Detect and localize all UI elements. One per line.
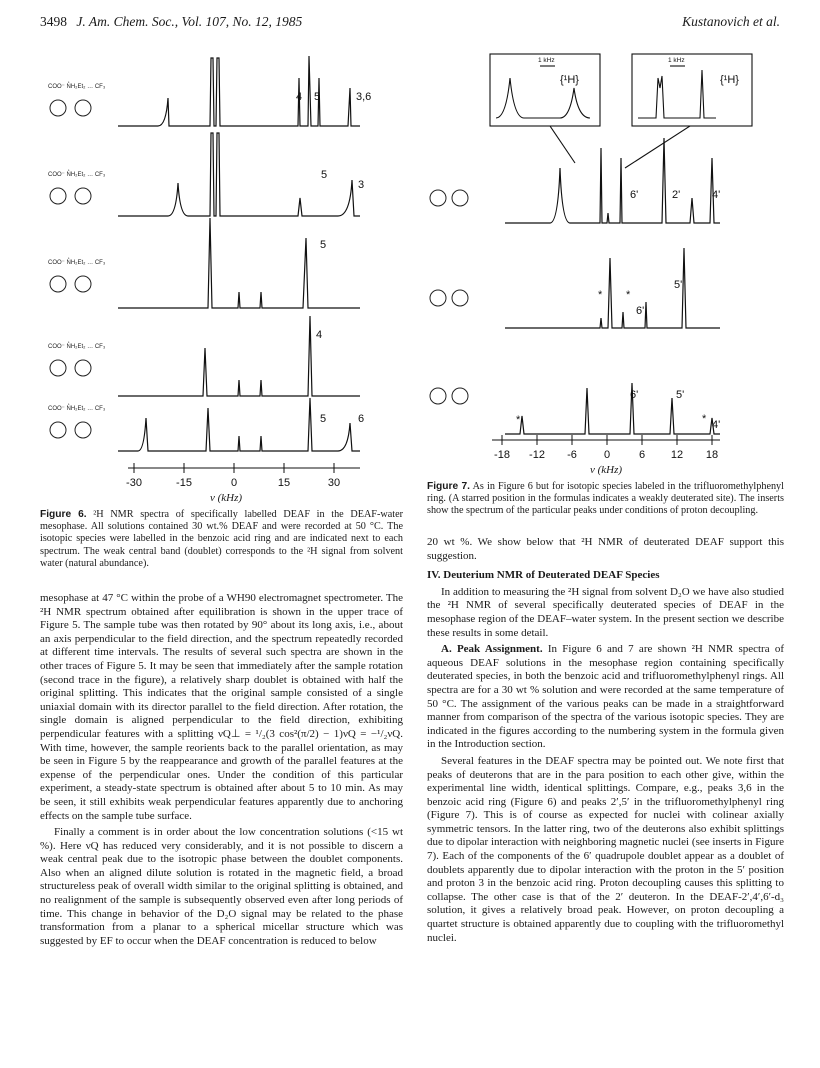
fig6-peak-label: 5 (314, 91, 321, 103)
fig7-tick-label: 6 (638, 449, 646, 461)
fig7-trace-1 (505, 138, 720, 223)
fig7-peak-label: * (702, 413, 707, 425)
fig6-formula-2: COO⁻ N̊H₂Et₂ … CF₃ (48, 172, 106, 178)
fig6-tick-label: -15 (176, 477, 192, 489)
fig7-tick-label: 0 (603, 449, 611, 461)
fig7-peak-label: 2' (672, 189, 681, 201)
fig6-formula-1: COO⁻ N̊H₂Et₂ … CF₃ (48, 84, 106, 90)
fig7-peak-label: 5' (676, 389, 685, 401)
fig7-insert-scale: 1 kHz (538, 57, 555, 64)
subsection-heading: A. Peak Assignment. (441, 643, 543, 656)
fig7-peak-label: 6' (636, 305, 645, 317)
fig7-peak-label: 6' (630, 189, 639, 201)
fig6-peak-label: 4 (316, 329, 323, 341)
running-header (40, 14, 302, 30)
fig7-peak-label: * (598, 289, 603, 301)
fig7-tick-label: 12 (670, 449, 684, 461)
figure-6-caption (40, 509, 403, 570)
page-number: 3498 (40, 14, 67, 29)
fig6-peak-label: 4 (296, 91, 303, 103)
figure-7 (420, 48, 785, 480)
fig7-peak-label: 4' (712, 419, 721, 431)
paragraph: 20 wt %. We show below that ²H NMR of deuterated DEAF support this suggestion. (427, 536, 784, 562)
fig7-insert-tag: {¹H} (560, 74, 579, 86)
fig6-axis (128, 463, 360, 473)
paragraph: In addition to measuring the ²H signal from solvent D₂O we have also studied the ²H NMR of several specifically deuterated species of DEAF in the mesophase region of the DEAF–water system. In the present section we describe these results in some detail. (427, 585, 784, 639)
fig7-peak-label: * (626, 289, 631, 301)
figure-7-caption (427, 481, 784, 518)
fig7-peak-label: 4' (712, 189, 721, 201)
fig7-peak-label: 6' (630, 389, 639, 401)
fig6-trace-4 (118, 316, 360, 396)
fig6-axis-label: ν (kHz) (210, 492, 243, 504)
fig6-formula-3: COO⁻ N̊H₂Et₂ … CF₃ (48, 260, 106, 266)
fig7-trace-3 (505, 383, 720, 434)
paragraph: Finally a comment is in order about the low concentration solutions (<15 wt %). Here νQ has reduced very considerably, and it is not possible to discern a weak central peak due to the isotropic phase between the doublet components. Also when an aligned dilute solution is rotated in the magnetic field, a broad structureless peak of overall width similar to the original splitting is obtained, and no realignment of the sample is subsequently observed even after long periods of time. This change in behavior of the D₂O signal may be related to the phase transformation from a planar to a spherical micellar structure which was suggested by EF to occur when the DEAF concentration is reduced to below (40, 826, 403, 947)
fig6-formula-5: COO⁻ N̊H₂Et₂ … CF₃ (48, 406, 106, 412)
fig6-tick-label: 30 (327, 477, 341, 489)
fig7-tick-label: -12 (529, 449, 545, 461)
authors: Kustanovich et al. (682, 14, 780, 29)
fig6-trace-1 (118, 56, 360, 126)
fig7-caption-text: As in Figure 6 but for isotopic species labeled in the trifluoromethylphenyl ring. (A starred position in the formulas indicates a weakly deuterated site). The inserts show the spectrum of the particular peaks under conditions of proton decoupling. (427, 481, 784, 517)
fig6-peak-label: 5 (320, 413, 327, 425)
fig6-tick-label: 0 (230, 477, 238, 489)
fig6-peak-label: 5 (321, 169, 328, 181)
fig6-caption-label: Figure 6. (40, 509, 87, 520)
fig7-trace-2 (505, 248, 720, 328)
fig7-insert-scale: 1 kHz (668, 57, 685, 64)
paragraph-text: In Figure 6 and 7 are shown ²H NMR spectra of aqueous DEAF solutions in the mesophase region containing specifically deuterated species, in both the benzoic acid and trifluoromethylphenyl rings. All spectra are for a 30 wt % solution and were recorded at the same temperature of 50 °C. The assignment of the various peaks can be made in a straightforward manner from comparison of the spectra of the various isotopic species. They are indicated in the figures according to the numbering system in the formula given in the Introduction section. (427, 643, 785, 751)
right-column (427, 536, 784, 948)
fig7-inserts (490, 54, 752, 168)
section-heading: IV. Deuterium NMR of Deuterated DEAF Species (427, 569, 660, 582)
fig7-peak-label: * (516, 414, 521, 426)
journal-citation: J. Am. Chem. Soc., Vol. 107, No. 12, 1985 (76, 14, 303, 29)
fig7-tick-label: 18 (705, 449, 719, 461)
fig6-peak-label: 6 (358, 413, 365, 425)
fig6-trace-3 (118, 218, 360, 308)
paragraph (427, 643, 784, 752)
fig6-structures (50, 100, 91, 438)
fig7-caption-label: Figure 7. (427, 481, 471, 492)
fig7-peak-label: 5' (674, 279, 683, 291)
fig6-caption-text: ²H NMR spectra of specifically labelled DEAF in the DEAF-water mesophase. All solutions contained 30 wt.% DEAF and were recorded at 50 °C. The isotopic species were labelled in the benzoic acid ring and are indicated next to each spectrum. The weak central band (doublet) corresponds to the ²H signal from solvent water (natural abundance). (40, 509, 403, 569)
figure-6 (38, 48, 403, 500)
fig7-axis (492, 435, 720, 445)
fig6-formula-4: COO⁻ N̊H₂Et₂ … CF₃ (48, 344, 106, 350)
fig6-tick-label: 15 (277, 477, 291, 489)
paragraph: Several features in the DEAF spectra may be pointed out. We note first that peaks of deuterons that are in the para position to each other give, within the experimental line width, identical splittings. Compare, e.g., peaks 3,6 in the benzoic acid ring (Figure 6) and peaks 2′,5′ in the trifluoromethylphenyl ring (Figure 7). This is of course as expected for nuclei with colinear axially symmetric tensors. In the latter ring, two of the deuterons also exhibit splittings due to dipolar interaction with neighboring magnetic nuclei (see inserts in Figure 7). Each of the components of the 6′ quadrupole doublet appear as a doublet of doublets apparently due to dipolar interaction with the proton in the 5′ position and proton 3 in the benzoic acid ring. Proton decoupling causes this splitting to collapse. The other case is that of the 2′ deuteron. In the DEAF-2′,4′,6′-d₃ solution, it gives a relatively broad peak. However, on proton decoupling a quartet structure is obtained apparently due to coupling with the trifluoromethyl nuclei. (427, 754, 784, 944)
fig7-tick-label: -6 (567, 449, 577, 461)
fig6-peak-label: 3 (358, 179, 365, 191)
fig7-tick-label: -18 (494, 449, 510, 461)
paragraph: mesophase at 47 °C within the probe of a WH90 electromagnet spectrometer. The ²H NMR spectrum obtained after equilibration is shown in the upper trace of Figure 5. The sample tube was then rotated by 90° about its long axis, i.e., about an axis perpendicular to the field direction, and the spectrum repeatedly recorded at different time intervals. The results of several such spectra are shown in the other traces of Figure 5. It may be seen that immediately after the sample rotation (second trace in the figure), a relatively sharp doublet is obtained with half the original splitting. This indicates that the original sample consisted of a single uniaxial domain with its director parallel to the field direction. After rotation, the single domain is aligned perpendicular to the field direction, exhibiting perpendicular features with a splitting νQ⊥ = ¹/₂(3 cos²(π/2) − 1)νQ = −¹/₂νQ. With time, however, the sample reorients back to the parallel orientation, as may be seen in Figure 5 by the reappearance and growth of the parallel features at the expense of the perpendicular ones. Under the condition of this particular experiment, a steady-state spectrum is obtained after about 5 to 10 min. As may be seen, it still exhibits weak perpendicular features apparently due to anchoring effects on the sample tube surface. (40, 592, 403, 822)
left-column (40, 592, 403, 951)
fig6-tick-label: -30 (126, 477, 142, 489)
fig7-axis-label: ν (kHz) (590, 464, 623, 476)
fig6-peak-label: 3,6 (356, 91, 372, 103)
fig7-structures (430, 190, 468, 404)
fig6-peak-label: 5 (320, 239, 327, 251)
fig7-insert-tag: {¹H} (720, 74, 739, 86)
